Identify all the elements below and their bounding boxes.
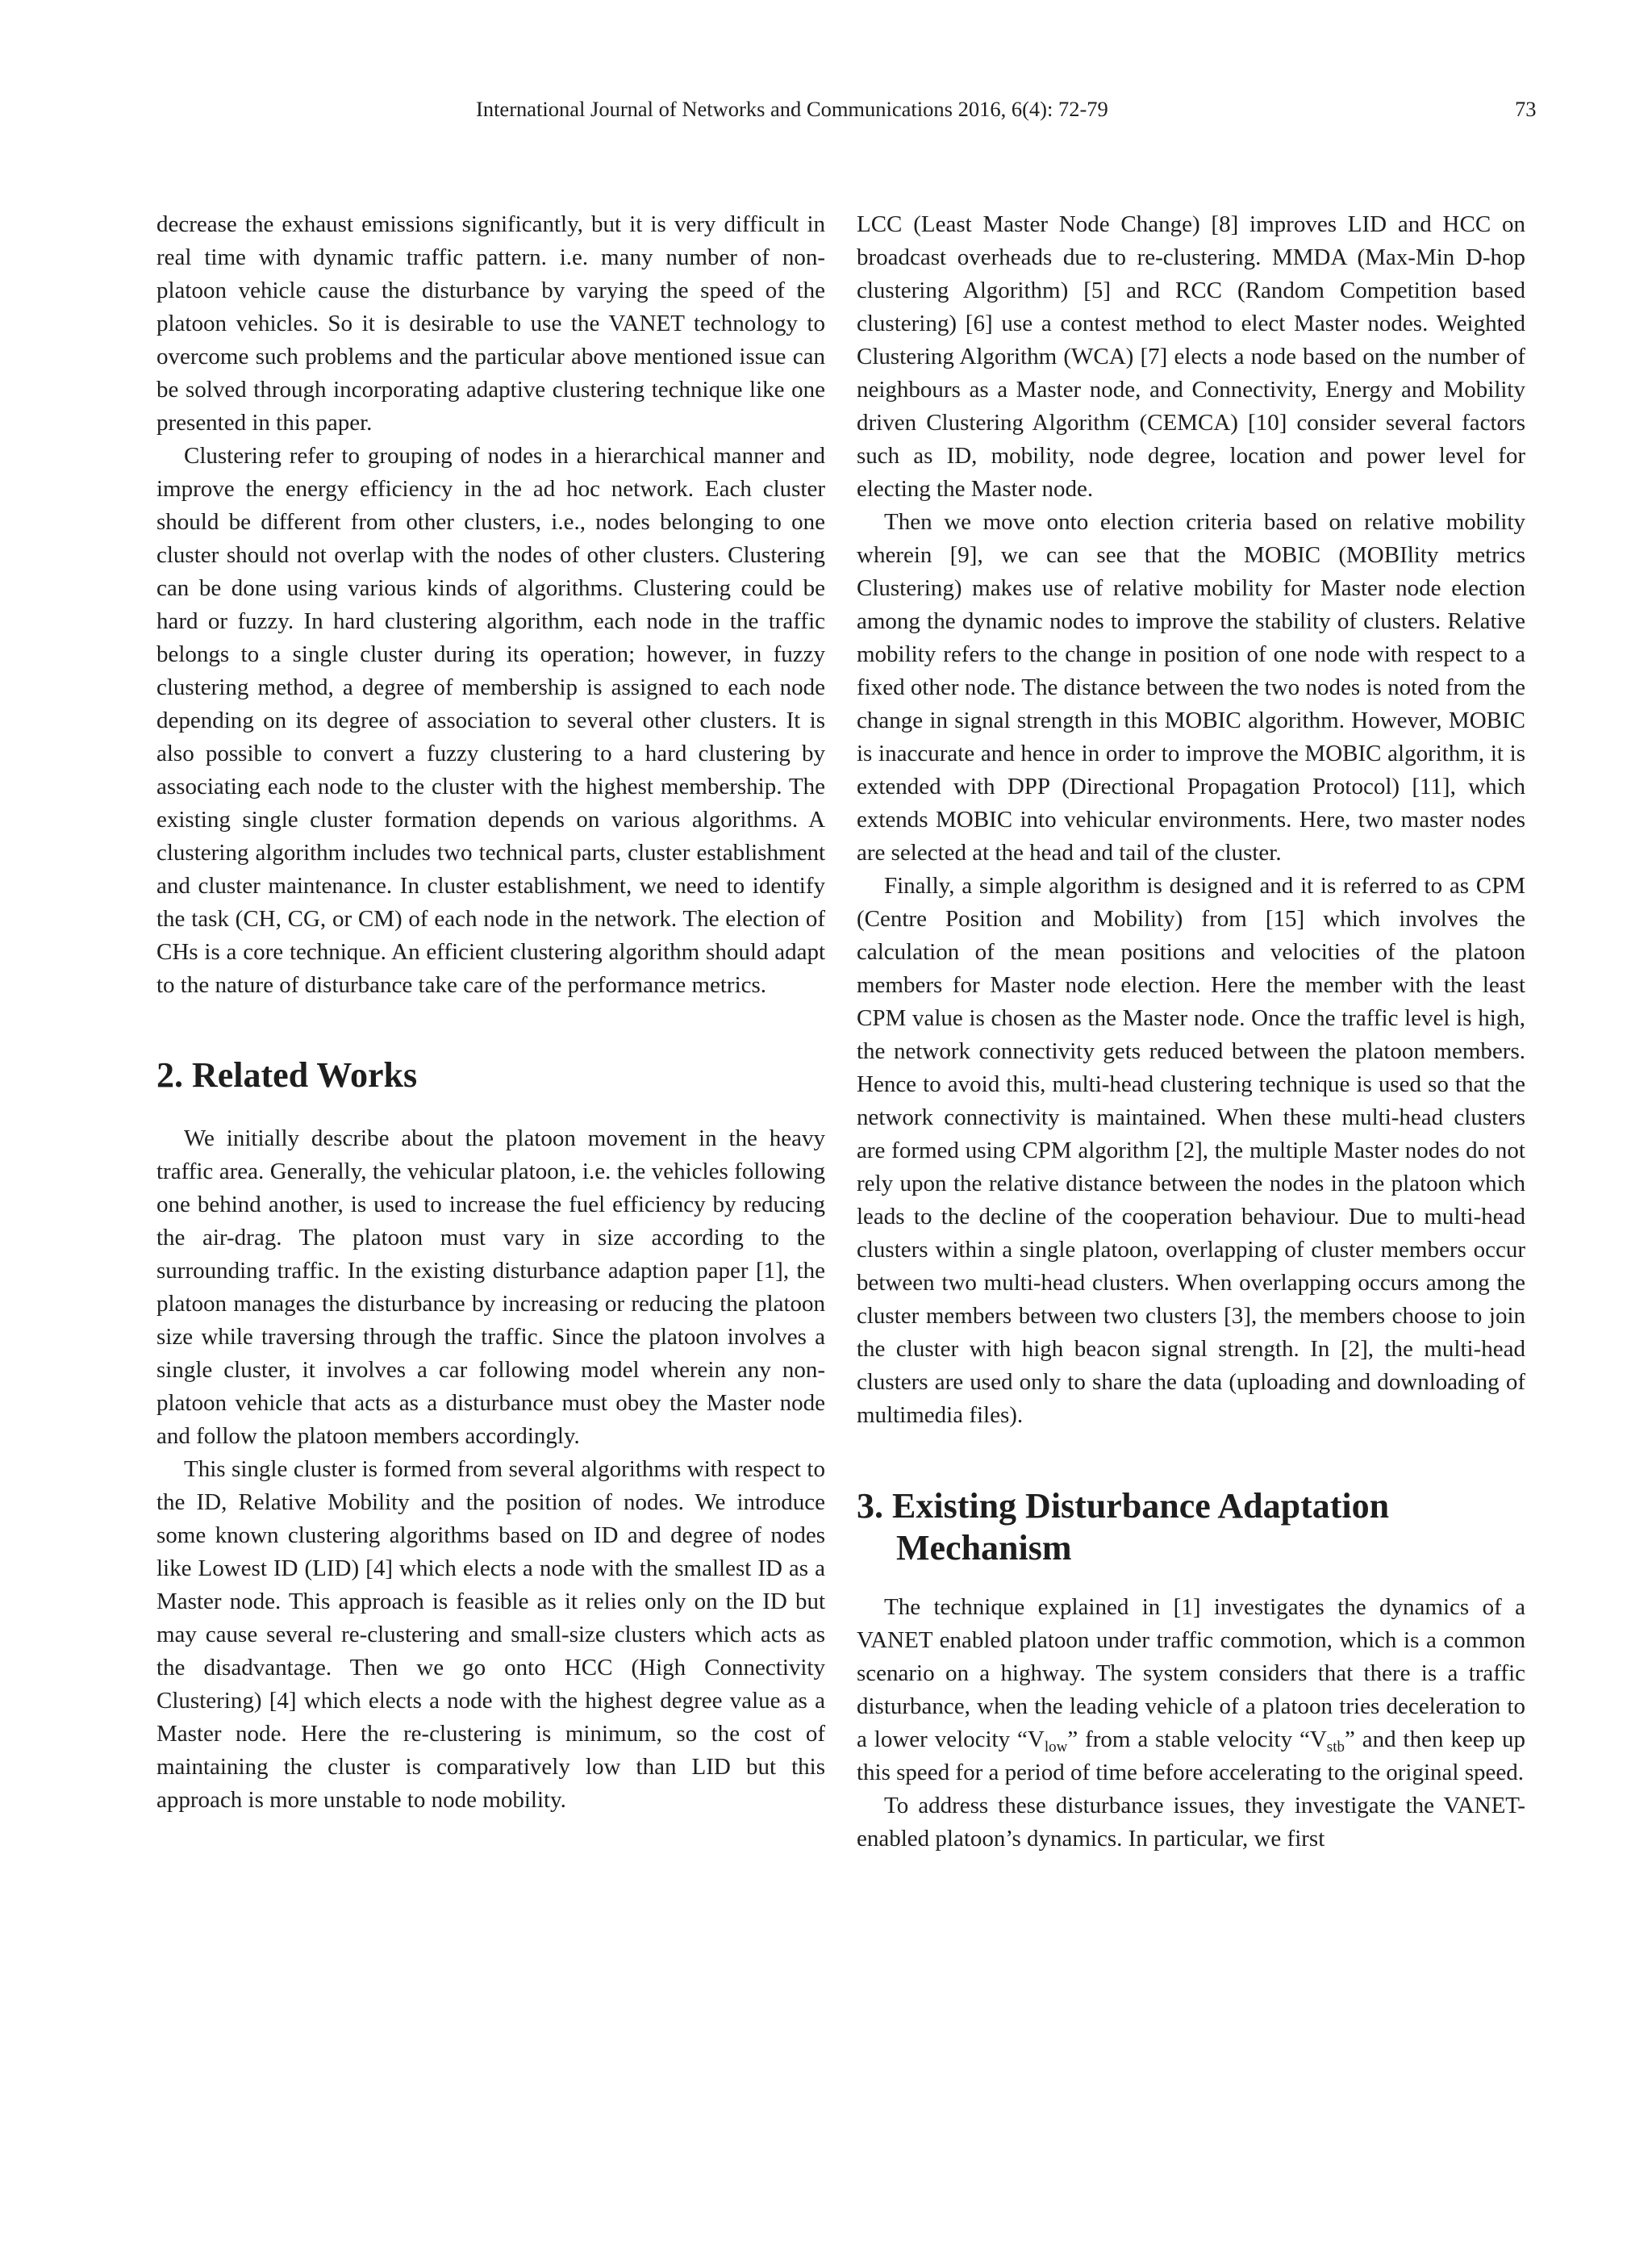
running-header xyxy=(0,97,1652,129)
text-run: ” from a stable velocity “V xyxy=(1067,1726,1327,1752)
section-heading-existing-disturbance: 3. Existing Disturbance Adaptation Mechanism xyxy=(857,1486,1390,1568)
paragraph-technique-explained xyxy=(857,1591,1525,1789)
page-number: 73 xyxy=(1515,97,1537,121)
paragraph-clustering-algorithms: This single cluster is formed from several algorithms with respect to the ID, Relative Mobility and the position of nodes. We introduce some known clustering algorithms based on ID and degree of nodes like Lowest ID (LID) [4] which elects a node with the smallest ID as a Master node. This approach is feasible as it relies only on the ID but may cause several re-clustering and small-size clusters which acts as the disadvantage. Then we go onto HCC (High Connectivity Clustering) [4] which elects a node with the highest degree value as a Master node. Here the re-clustering is minimum, so the cost of maintaining the cluster is comparatively low than LID but this approach is more unstable to node mobility. xyxy=(156,1456,825,1813)
paragraph-lcc: LCC (Least Master Node Change) [8] improves LID and HCC on broadcast overheads due to re-clustering. MMDA (Max-Min D-hop clustering Algorithm) [5] and RCC (Random Competition based clustering) [6] use a contest method to elect Master nodes. Weighted Clustering Algorithm (WCA) [7] elects a node based on the number of neighbours as a Master node, and Connectivity, Energy and Mobility driven Clustering Algorithm (CEMCA) [10] consider several factors such as ID, mobility, node degree, location and power level for electing the Master node. xyxy=(857,211,1525,502)
left-column xyxy=(156,208,825,1817)
paragraph-platoon-movement: We initially describe about the platoon movement in the heavy traffic area. Generally, the vehicular platoon, i.e. the vehicles following one behind another, is used to increase the fuel efficiency by reducing the air-drag. The platoon must vary in size according to the surrounding traffic. In the existing disturbance adaption paper [1], the platoon manages the disturbance by increasing or reducing the platoon size while traversing through the traffic. Since the platoon involves a single cluster, it involves a car following model wherein any non-platoon vehicle that acts as a disturbance must obey the Master node and follow the platoon members accordingly. xyxy=(156,1125,825,1449)
text-run: The technique explained in [1] investigates the dynamics of a VANET enabled platoon under traffic commotion, which is a common scenario on a highway. The system considers that there is a traffic disturbance, when the leading vehicle of a platoon tries deceleration to a lower velocity “V xyxy=(857,1594,1525,1752)
paragraph-clustering-definition: Clustering refer to grouping of nodes in a hierarchical manner and improve the energy efficiency in the ad hoc network. Each cluster should be different from other clusters, i.e., nodes belonging to one cluster should not overlap with the nodes of other clusters. Clustering can be done using various kinds of algorithms. Clustering could be hard or fuzzy. In hard clustering algorithm, each node in the traffic belongs to a single cluster during its operation; however, in fuzzy clustering method, a degree of membership is assigned to each node depending on its degree of association to several other clusters. It is also possible to convert a fuzzy clustering to a hard clustering by associating each node to the cluster with the highest membership. The existing single cluster formation depends on various algorithms. A clustering algorithm includes two technical parts, cluster establishment and cluster maintenance. In cluster establishment, we need to identify the task (CH, CG, or CM) of each node in the network. The election of CHs is a core technique. An efficient clustering algorithm should adapt to the nature of disturbance take care of the performance metrics. xyxy=(156,443,825,998)
paragraph-relative-mobility: Then we move onto election criteria based on relative mobility wherein [9], we can see that the MOBIC (MOBIlity metrics Clustering) makes use of relative mobility for Master node election among the dynamic nodes to improve the stability of clusters. Relative mobility refers to the change in position of one node with respect to a fixed other node. The distance between the two nodes is noted from the change in signal strength in this MOBIC algorithm. However, MOBIC is inaccurate and hence in order to improve the MOBIC algorithm, it is extended with DPP (Directional Propagation Protocol) [11], which extends MOBIC into vehicular environments. Here, two master nodes are selected at the head and tail of the cluster. xyxy=(857,509,1525,866)
right-column xyxy=(857,208,1525,1856)
section-heading-related-works: 2. Related Works xyxy=(156,1055,418,1095)
paragraph-address-disturbance: To address these disturbance issues, they investigate the VANET- enabled platoon’s dynamics. In particular, we first xyxy=(857,1793,1525,1852)
subscript-low: low xyxy=(1044,1739,1068,1756)
text-run: ” and then keep up this speed for a period of time before accelerating to the original speed. xyxy=(857,1726,1525,1785)
journal-citation: International Journal of Networks and Communications 2016, 6(4): 72-79 xyxy=(476,97,1108,121)
paragraph-exhaust-emissions: decrease the exhaust emissions significantly, but it is very difficult in real time with dynamic traffic pattern. i.e. many number of non-platoon vehicle cause the disturbance by varying the speed of the platoon vehicles. So it is desirable to use the VANET technology to overcome such problems and the particular above mentioned issue can be solved through incorporating adaptive clustering technique like one presented in this paper. xyxy=(156,211,825,436)
subscript-stb: stb xyxy=(1326,1739,1345,1756)
paragraph-cpm-algorithm: Finally, a simple algorithm is designed and it is referred to as CPM (Centre Position and Mobility) from [15] which involves the calculation of the mean positions and velocities of the platoon members for Master node election. Here the member with the least CPM value is chosen as the Master node. Once the traffic level is high, the network connectivity gets reduced between the platoon members. Hence to avoid this, multi-head clustering technique is used so that the network connectivity is maintained. When these multi-head clusters are formed using CPM algorithm [2], the multiple Master nodes do not rely upon the relative distance between the nodes in the platoon which leads to the decline of the cooperation behaviour. Due to multi-head clusters within a single platoon, overlapping of cluster members occur between two multi-head clusters. When overlapping occurs among the cluster members between two clusters [3], the members choose to join the cluster with high beacon signal strength. In [2], the multi-head clusters are used only to share the data (uploading and downloading of multimedia files). xyxy=(857,873,1525,1428)
